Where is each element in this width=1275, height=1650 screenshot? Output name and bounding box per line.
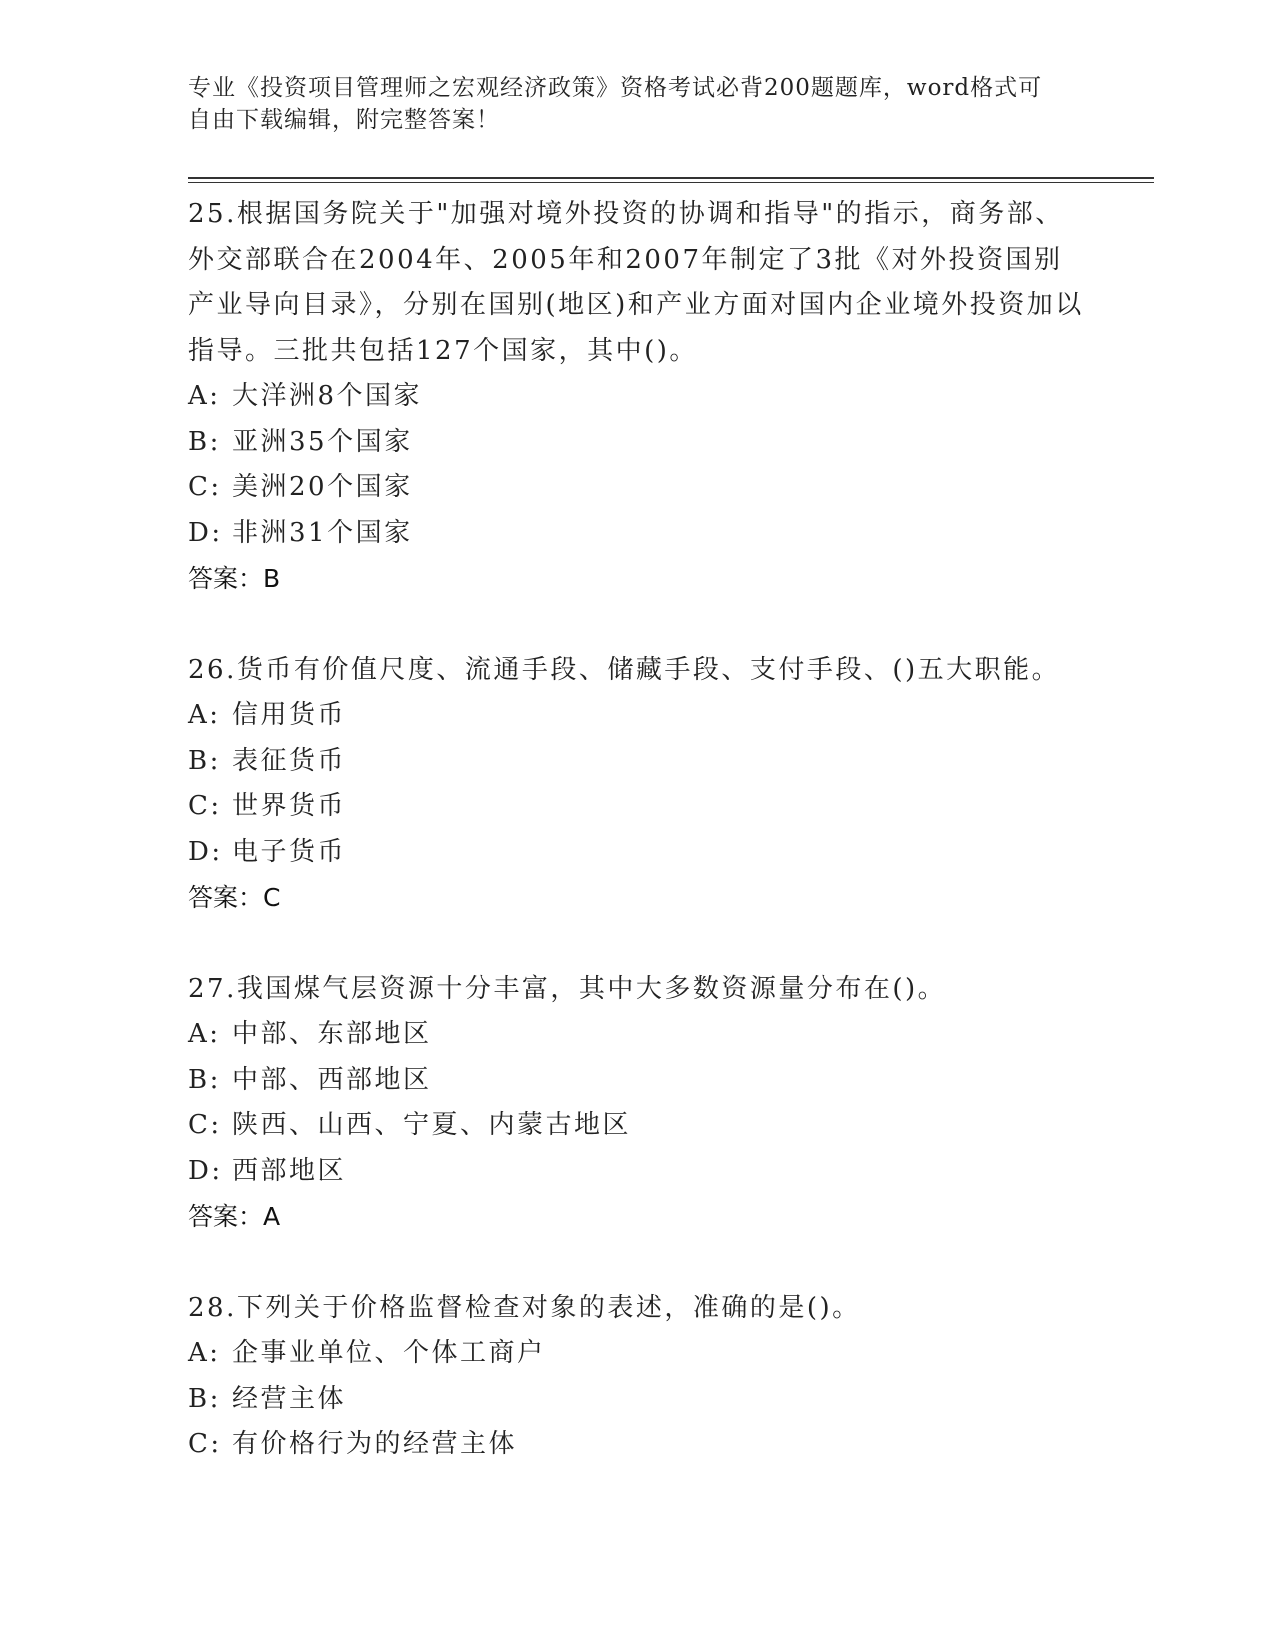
- option-key: C:: [188, 472, 222, 502]
- answer-line: 答案：C: [188, 883, 281, 912]
- option-key: A:: [188, 700, 221, 730]
- option-b: [188, 1058, 1088, 1104]
- option-key: A:: [188, 381, 221, 411]
- option-c: [188, 784, 1088, 830]
- option-text: 电子货币: [232, 836, 347, 867]
- question-28: [188, 1286, 1088, 1468]
- option-a: [188, 1012, 1088, 1058]
- option-text: 有价格行为的经营主体: [232, 1429, 518, 1459]
- option-text: 中部、西部地区: [232, 1064, 432, 1095]
- header-line-1: 专业《投资项目管理师之宏观经济政策》资格考试必背200题题库，word格式可: [188, 75, 1043, 101]
- question-26: [188, 648, 1088, 921]
- option-b: [188, 420, 1088, 466]
- option-b: [188, 739, 1088, 785]
- option-text: 中部、东部地区: [232, 1019, 432, 1049]
- option-text: 西部地区: [232, 1155, 347, 1186]
- option-key: D:: [188, 1155, 223, 1186]
- question-25: [188, 192, 1088, 602]
- option-d: [188, 1149, 1088, 1195]
- header-divider-thin: [188, 182, 1154, 183]
- option-text: 企事业单位、个体工商户: [232, 1338, 546, 1368]
- option-text: 亚洲35个国家: [232, 426, 413, 457]
- option-d: [188, 830, 1088, 876]
- option-b: [188, 1377, 1088, 1423]
- option-a: [188, 1331, 1088, 1377]
- question-stem: 26.货币有价值尺度、流通手段、储藏手段、支付手段、()五大职能。: [188, 654, 1061, 685]
- question-stem: 25.根据国务院关于"加强对境外投资的协调和指导"的指示，商务部、外交部联合在2004年、2005年和2007年制定了3批《对外投资国别产业导向目录》，分别在国别(地区)和产业方面对国内企业境外投资加以指导。三批共包括127个国家，其中()。: [188, 199, 1084, 366]
- question-list: [188, 192, 1088, 1514]
- option-text: 大洋洲8个国家: [232, 381, 423, 411]
- option-key: C:: [188, 1429, 222, 1459]
- option-d: [188, 511, 1088, 557]
- document-header: [188, 72, 1088, 136]
- question-stem: 27.我国煤气层资源十分丰富，其中大多数资源量分布在()。: [188, 973, 947, 1004]
- option-key: B:: [188, 426, 221, 457]
- question-27: [188, 967, 1088, 1240]
- header-divider-thick: [188, 177, 1154, 179]
- header-line-2: 自由下载编辑，附完整答案！: [188, 107, 500, 133]
- answer-line: 答案：A: [188, 1202, 281, 1231]
- option-key: B:: [188, 1064, 221, 1095]
- option-key: A:: [188, 1019, 221, 1049]
- option-text: 表征货币: [232, 745, 347, 776]
- answer-line: 答案：B: [188, 564, 281, 593]
- option-key: B:: [188, 745, 221, 776]
- option-key: D:: [188, 836, 223, 867]
- option-key: B:: [188, 1383, 221, 1414]
- option-text: 信用货币: [232, 700, 347, 730]
- option-key: C:: [188, 1110, 222, 1140]
- option-c: [188, 1103, 1088, 1149]
- option-c: [188, 465, 1088, 511]
- option-a: [188, 693, 1088, 739]
- option-key: D:: [188, 517, 223, 548]
- option-text: 陕西、山西、宁夏、内蒙古地区: [232, 1110, 632, 1140]
- option-text: 经营主体: [232, 1383, 347, 1414]
- option-key: A:: [188, 1338, 221, 1368]
- option-text: 美洲20个国家: [232, 472, 413, 502]
- option-c: [188, 1422, 1088, 1468]
- option-key: C:: [188, 791, 222, 821]
- question-stem: 28.下列关于价格监督检查对象的表述，准确的是()。: [188, 1292, 861, 1323]
- option-text: 非洲31个国家: [232, 517, 413, 548]
- option-text: 世界货币: [232, 791, 347, 821]
- option-a: [188, 374, 1088, 420]
